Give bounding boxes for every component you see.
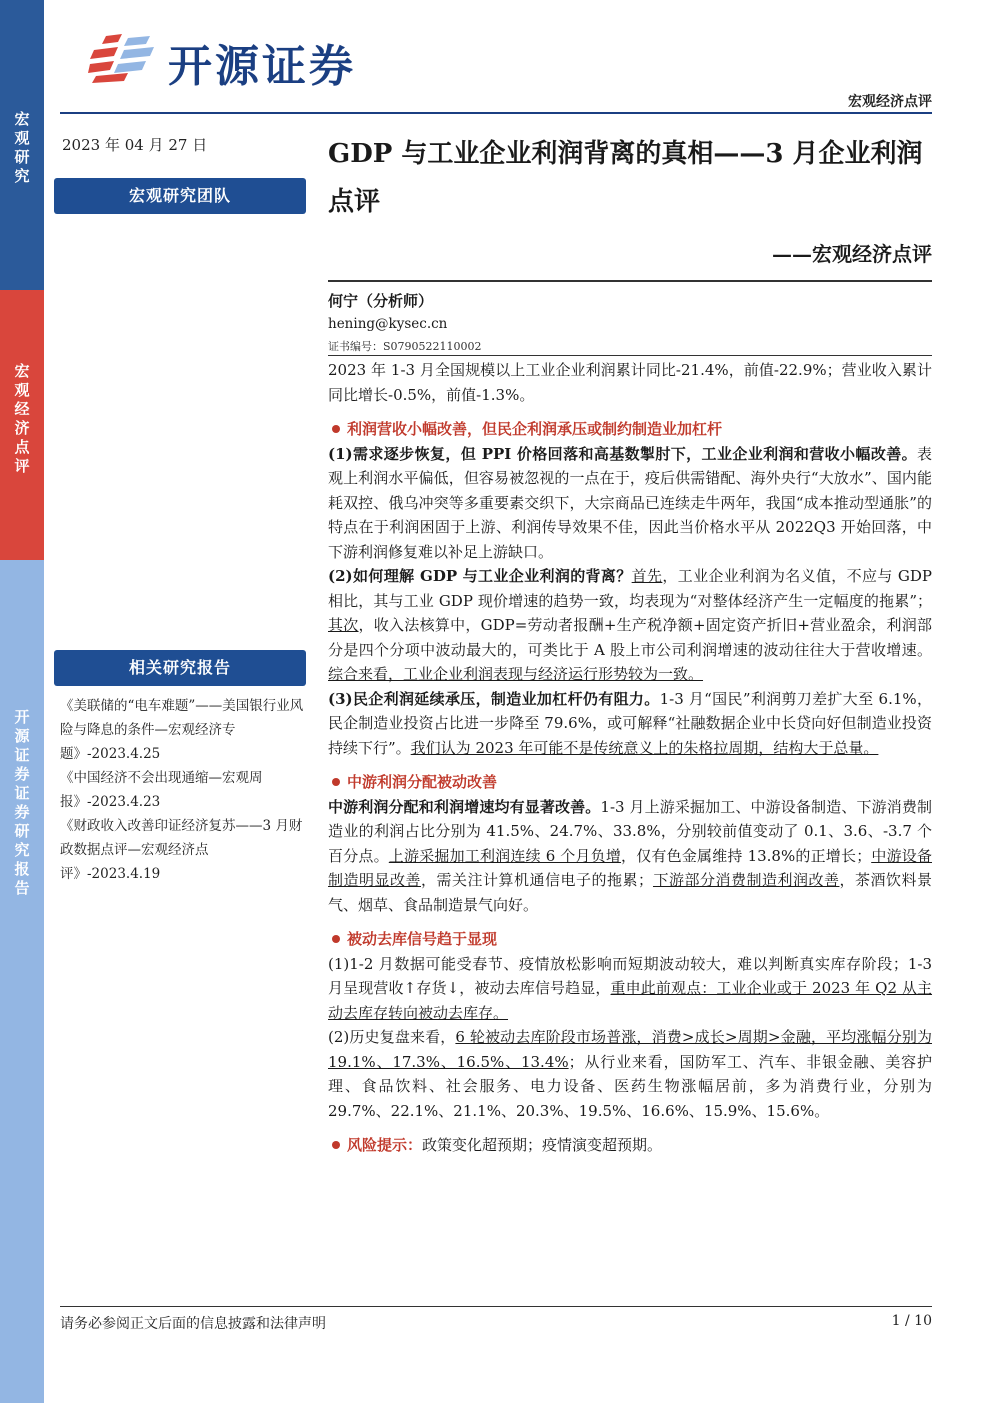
page-subtitle: ——宏观经济点评: [772, 242, 932, 266]
bullet-icon: [332, 935, 340, 943]
paragraph-gdp-divergence: (2)如何理解 GDP 与工业企业利润的背离？首先，工业企业利润为名义值，不应与 GDP 相比，其与工业 GDP 现价增速的趋势一致，均表现为“对整体经济产生一定幅度的拖累”；其次，收入法核算中，GDP=劳动者报酬+生产税净额+固定资产折旧+营业盈余，利润部分是四个分项中波动最大的，可类比于 A 股上市公司利润增速的波动往往大于营收增速。综合来看，工业企业利润表现与经济运行形势较为一致。: [328, 567, 932, 683]
brand-name: 开源证券: [168, 41, 356, 92]
section-heading-profit: 利润营收小幅改善，但民企利润承压或制约制造业加杠杆: [328, 417, 932, 442]
report-category: 宏观经济点评: [848, 94, 932, 110]
related-report-item[interactable]: 《财政收入改善印证经济复苏——3 月财政数据点评—宏观经济点评》-2023.4.19: [60, 818, 303, 882]
report-body: [328, 358, 932, 1158]
page-number: 1 / 10: [891, 1313, 932, 1329]
sidebar-section-macro: [0, 0, 44, 290]
related-reports-heading: 相关研究报告: [54, 650, 306, 686]
header-divider: [60, 112, 932, 114]
bullet-icon: [332, 778, 340, 786]
footer-disclaimer: 请务必参阅正文后面的信息披露和法律声明: [60, 1316, 326, 1332]
paragraph-midstream: 中游利润分配和利润增速均有显著改善。1-3 月上游采掘加工、中游设备制造、下游消费制造业的利润占比分别为 41.5%、24.7%、33.8%，分别较前值变动了 0.1、3.6、-3.7 个百分点。上游采掘加工利润连续 6 个月负增，仅有色金属维持 13.8%的正增长；中游设备制造明显改善，需关注计算机通信电子的拖累；下游部分消费制造利润改善，茶酒饮料景气、烟草、食品制造景气向好。: [328, 797, 932, 914]
related-reports-list: [60, 694, 308, 886]
paragraph-private-firms: (3)民企利润延续承压，制造业加杠杆仍有阻力。1-3 月“国民”利润剪刀差扩大至 6.1%，民企制造业投资占比进一步降至 79.6%，或可解释“社融数据企业中长贷向好但制造业投资持续下行”。我们认为 2023 年可能不是传统意义上的朱格拉周期，结构大于总量。: [328, 689, 932, 757]
analyst-email[interactable]: hening@kysec.cn: [328, 316, 448, 332]
bullet-icon: [332, 425, 340, 433]
analyst-cert: 证书编号：S0790522110002: [328, 340, 482, 353]
sidebar-label-review: 宏观经济点评: [14, 362, 30, 475]
sidebar-section-review: [0, 290, 44, 560]
section-heading-destocking: 被动去库信号趋于显现: [328, 927, 932, 952]
section-heading-midstream: 中游利润分配被动改善: [328, 770, 932, 795]
analyst-name: 何宁（分析师）: [328, 292, 434, 310]
sidebar-label-brand: 开源证券 证券研究报告: [14, 708, 30, 897]
bullet-icon: [332, 1141, 340, 1149]
report-date: 2023 年 04 月 27 日: [62, 136, 208, 154]
page-title: GDP 与工业企业利润背离的真相——3 月企业利润点评: [328, 139, 923, 217]
footer-divider: [60, 1306, 932, 1307]
paragraph-inventory: (1)1-2 月数据可能受春节、疫情放松影响而短期波动较大，难以判断真实库存阶段；1-3 月呈现营收↑存货↓，被动去库信号趋显，重申此前观点：工业企业或于 2023 年 Q2 从主动去库存转向被动去库存。: [328, 954, 933, 1022]
brand-logo-icon: [88, 32, 160, 84]
sidebar-section-brand: [0, 560, 44, 1403]
team-badge: 宏观研究团队: [54, 178, 306, 214]
sidebar-label-macro: 宏观研究: [14, 110, 30, 185]
paragraph-demand: (1)需求逐步恢复，但 PPI 价格回落和高基数掣肘下，工业企业利润和营收小幅改善。表观上利润水平偏低，但容易被忽视的一点在于，疫后供需错配、海外央行“大放水”、国内能耗双控、俄乌冲突等多重要素交织下，大宗商品已连续走牛两年，我国“成本推动型通胀”的特点在于利润困固于上游、利润传导效果不佳，因此当价格水平从 2022Q3 开始回落，中下游利润修复难以补足上游缺口。: [328, 444, 932, 561]
analyst-divider: [328, 355, 932, 356]
title-divider: [328, 280, 932, 282]
paragraph-history: (2)历史复盘来看，6 轮被动去库阶段市场普涨，消费>成长>周期>金融，平均涨幅分别为 19.1%、17.3%、16.5%、13.4%；从行业来看，国防军工、汽车、非银金融、美容护理、食品饮料、社会服务、电力设备、医药生物涨幅居前，多为消费行业，分别为 29.7%、22.1%、21.1%、20.3%、19.5%、16.6%、15.9%、15.6%。: [328, 1028, 932, 1120]
risk-warning: 风险提示：政策变化超预期；疫情演变超预期。: [328, 1133, 932, 1158]
related-report-item[interactable]: 《美联储的“电车难题”——美国银行业风险与降息的条件—宏观经济专题》-2023.4.25: [60, 698, 304, 762]
intro-paragraph: 2023 年 1-3 月全国规模以上工业企业利润累计同比-21.4%，前值-22.9%；营业收入累计同比增长-0.5%，前值-1.3%。: [328, 361, 932, 404]
related-report-item[interactable]: 《中国经济不会出现通缩—宏观周报》-2023.4.23: [60, 770, 263, 810]
